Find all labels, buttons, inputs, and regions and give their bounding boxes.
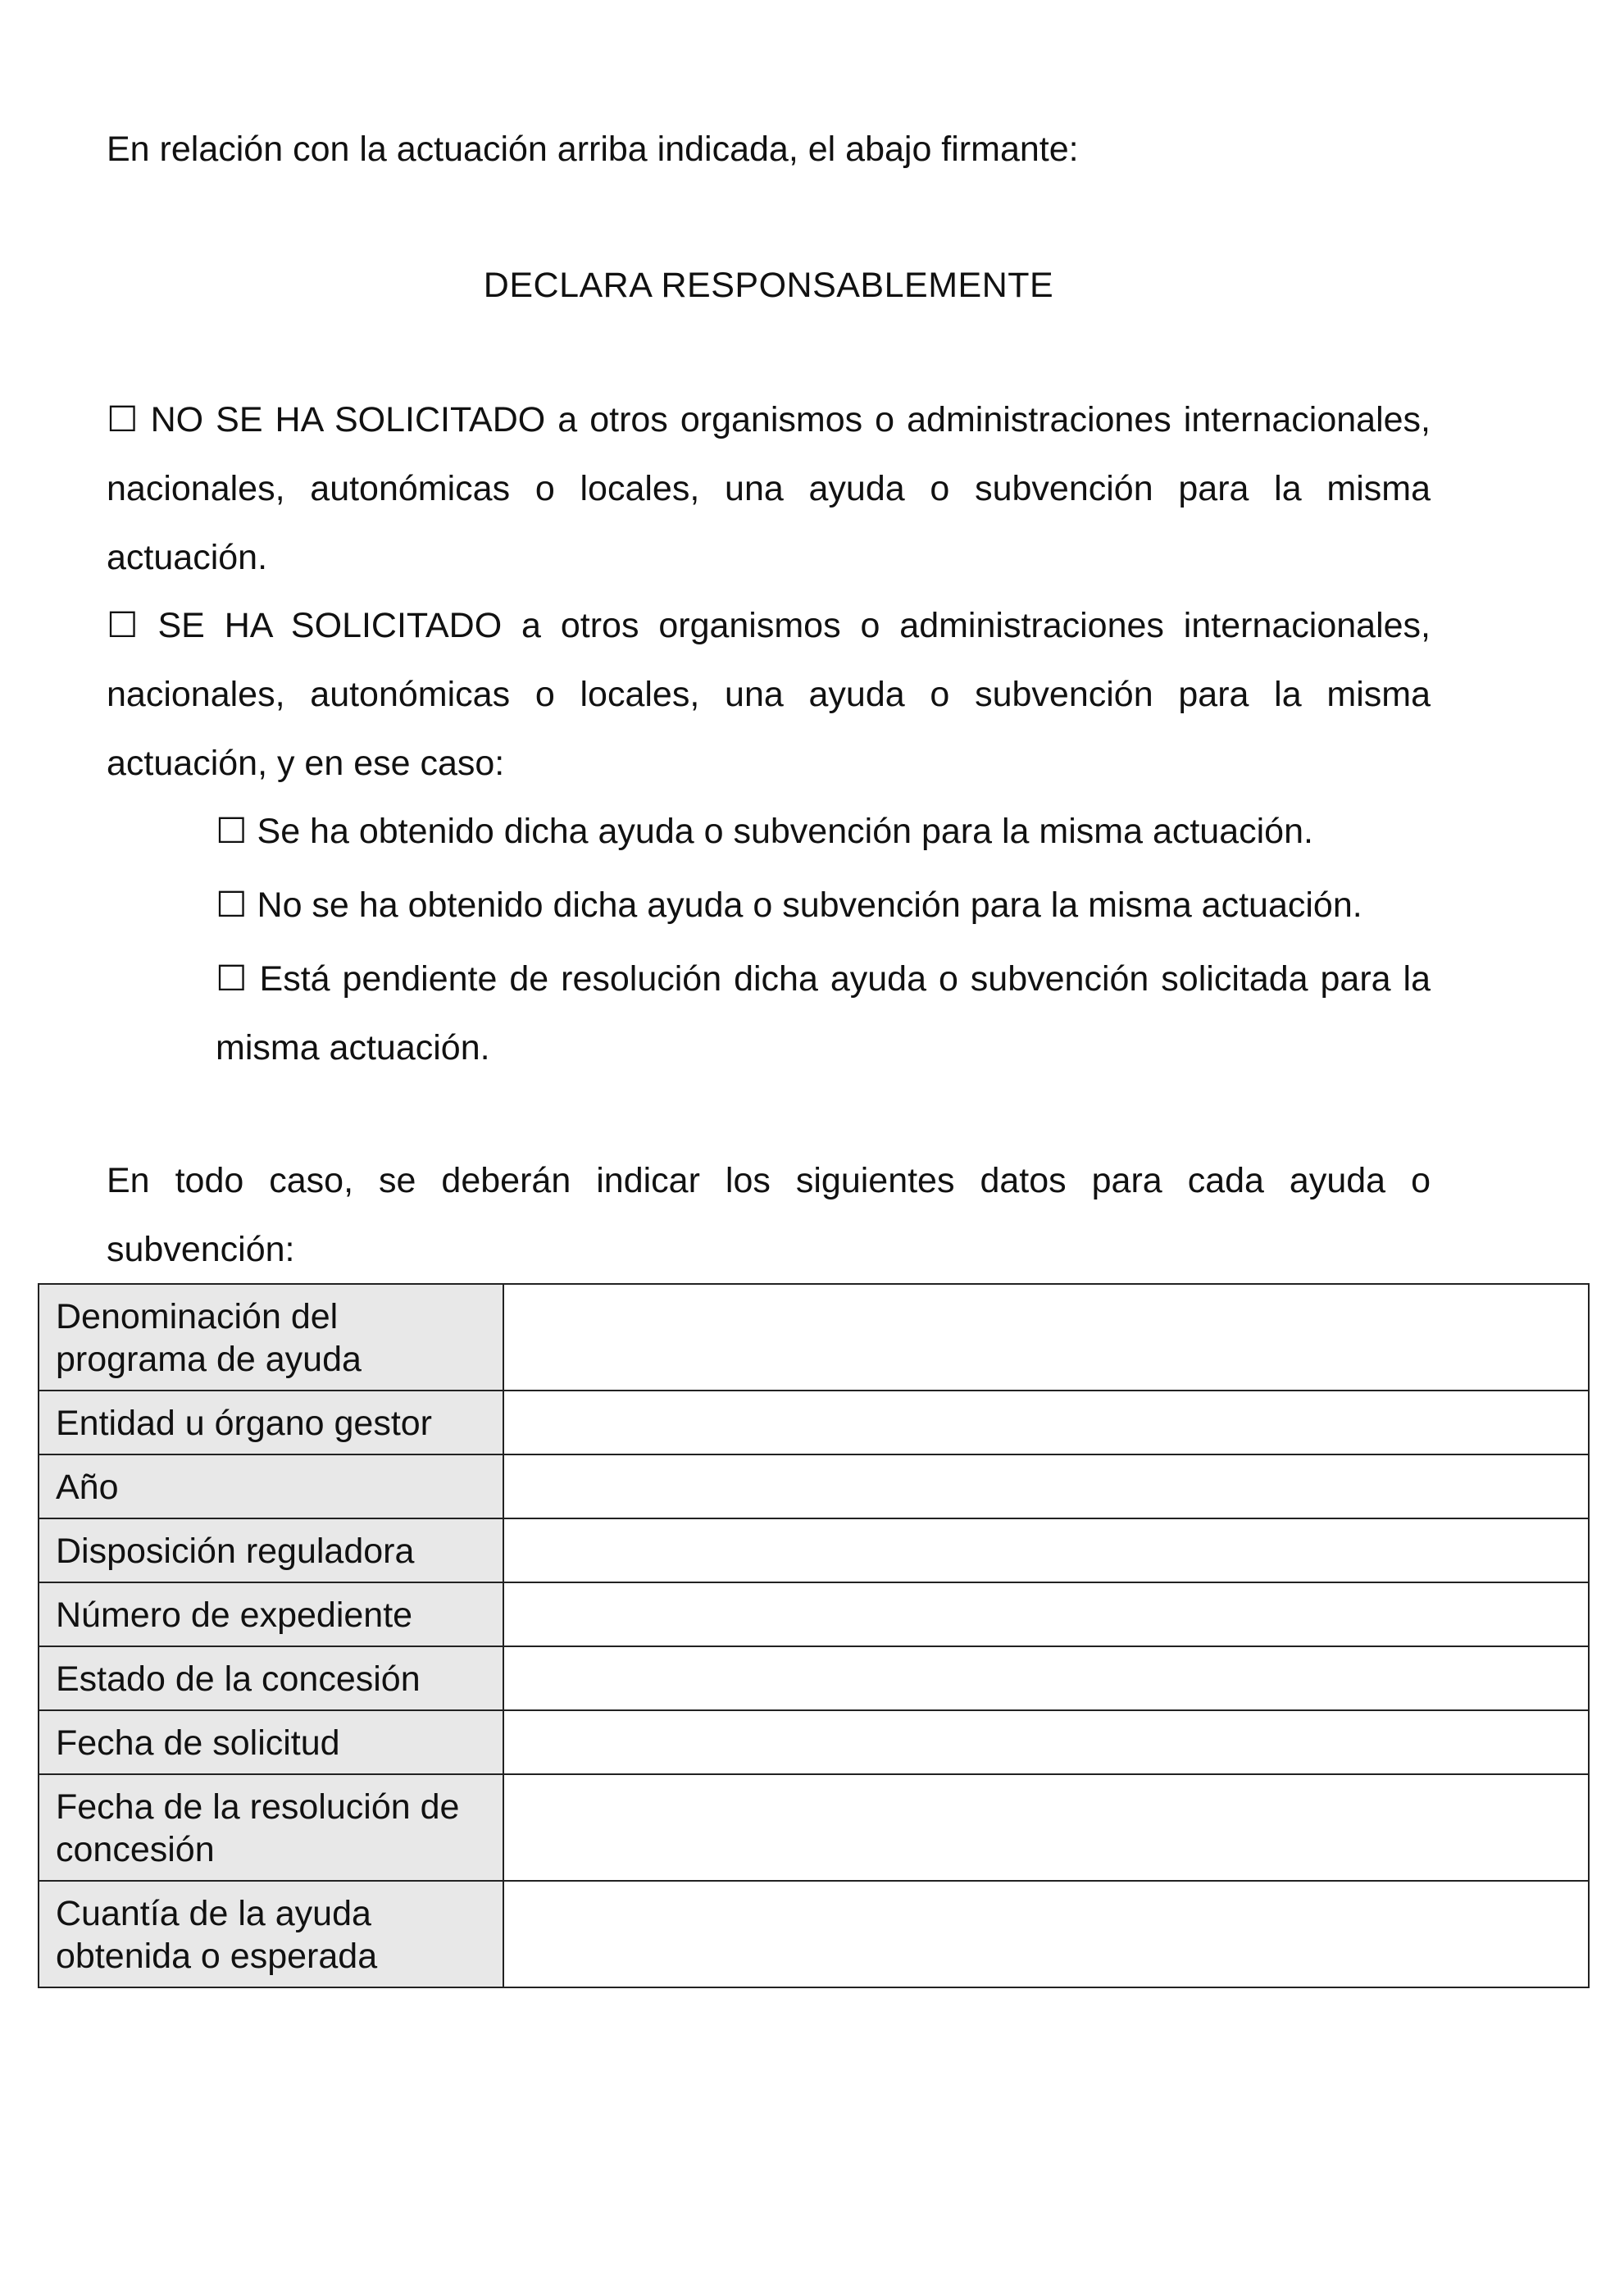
table-row — [39, 1710, 1589, 1774]
option-requested-text: SE HA SOLICITADO a otros organismos o administraciones internacionales, nacionales, autonómicas o locales, una ayuda o subvención para la misma actuación, y en ese caso: — [107, 606, 1431, 783]
row-label: Denominación del programa de ayuda — [39, 1284, 503, 1391]
option-requested — [107, 591, 1431, 798]
row-value-field[interactable] — [503, 1774, 1589, 1881]
table-row — [39, 1454, 1589, 1518]
sub-option-pending-text: Está pendiente de resolución dicha ayuda o subvención solicitada para la misma actuación. — [216, 959, 1431, 1067]
row-value-field[interactable] — [503, 1881, 1589, 1987]
sub-option-not-obtained — [216, 871, 1431, 940]
row-label: Cuantía de la ayuda obtenida o esperada — [39, 1881, 503, 1987]
row-label: Estado de la concesión — [39, 1646, 503, 1710]
sub-option-obtained — [216, 797, 1431, 866]
sub-option-pending — [216, 945, 1431, 1082]
table-row — [39, 1881, 1589, 1987]
sub-option-not-obtained-text: No se ha obtenido dicha ayuda o subvención para la misma actuación. — [257, 885, 1362, 925]
row-label: Año — [39, 1454, 503, 1518]
row-value-field[interactable] — [503, 1646, 1589, 1710]
checkbox-not-obtained[interactable]: ☐ — [216, 885, 248, 925]
option-not-requested — [107, 385, 1431, 592]
row-value-field[interactable] — [503, 1582, 1589, 1646]
sub-option-obtained-text: Se ha obtenido dicha ayuda o subvención para la misma actuación. — [257, 812, 1313, 851]
row-value-field[interactable] — [503, 1454, 1589, 1518]
row-label: Número de expediente — [39, 1582, 503, 1646]
checkbox-not-requested[interactable]: ☐ — [107, 400, 139, 439]
aid-data-table — [38, 1283, 1590, 1988]
row-label: Fecha de la resolución de concesión — [39, 1774, 503, 1881]
option-not-requested-text: NO SE HA SOLICITADO a otros organismos o administraciones internacionales, nacionales, autonómicas o locales, una ayuda o subvención para la misma actuación. — [107, 400, 1431, 577]
row-value-field[interactable] — [503, 1710, 1589, 1774]
row-value-field[interactable] — [503, 1284, 1589, 1391]
checkbox-obtained[interactable]: ☐ — [216, 812, 248, 851]
closing-text: En todo caso, se deberán indicar los siguientes datos para cada ayuda o subvención: — [107, 1161, 1431, 1269]
table-row — [39, 1774, 1589, 1881]
table-row — [39, 1391, 1589, 1454]
row-label: Disposición reguladora — [39, 1518, 503, 1582]
checkbox-pending[interactable]: ☐ — [216, 959, 248, 999]
row-label: Entidad u órgano gestor — [39, 1391, 503, 1454]
table-row — [39, 1518, 1589, 1582]
declaration-heading: DECLARA RESPONSABLEMENTE — [483, 266, 1054, 305]
table-row — [39, 1646, 1589, 1710]
row-label: Fecha de solicitud — [39, 1710, 503, 1774]
row-value-field[interactable] — [503, 1391, 1589, 1454]
table-row — [39, 1582, 1589, 1646]
checkbox-requested[interactable]: ☐ — [107, 606, 139, 645]
row-value-field[interactable] — [503, 1518, 1589, 1582]
intro-text: En relación con la actuación arriba indicada, el abajo firmante: — [107, 130, 1079, 169]
table-row — [39, 1284, 1589, 1391]
